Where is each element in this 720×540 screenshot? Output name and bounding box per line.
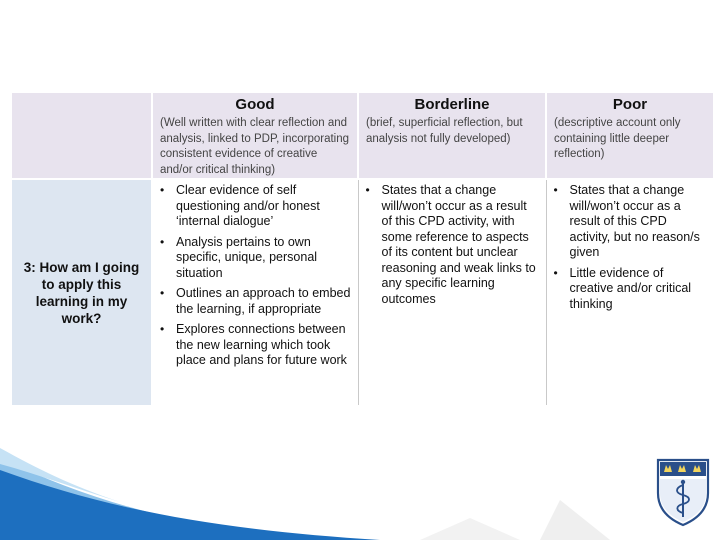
list-item: • Analysis pertains to own specific, unique, personal situation xyxy=(160,234,318,280)
header-borderline xyxy=(358,93,546,179)
bullet-icon: • xyxy=(553,265,558,280)
criteria-list-good xyxy=(153,183,358,369)
question-text: 3: How am I going to apply this learning in my work? xyxy=(23,259,140,326)
bullet-icon: • xyxy=(365,183,370,197)
column-title-borderline: Borderline xyxy=(414,96,490,113)
blue-wave-band xyxy=(0,430,720,540)
column-description-poor: (descriptive account only containing little deeper reflection) xyxy=(554,117,681,160)
crest-icon xyxy=(655,457,711,527)
criteria-list-borderline xyxy=(359,183,546,307)
header-poor xyxy=(546,93,713,179)
criteria-row xyxy=(12,179,713,405)
list-item: • Outlines an approach to embed the learning, if appropriate xyxy=(160,286,351,316)
list-item: • Explores connections between the new learning which took place and plans for future work xyxy=(160,322,347,367)
bullet-icon: • xyxy=(160,322,165,336)
bullet-icon: • xyxy=(160,234,165,249)
criteria-cell-poor xyxy=(546,179,713,405)
list-item: • Little evidence of creative and/or critical thinking xyxy=(553,265,692,311)
rubric-table xyxy=(12,93,713,405)
question-cell xyxy=(12,179,152,405)
list-item: • Clear evidence of self questioning and/or honest ‘internal dialogue’ xyxy=(160,183,320,228)
criteria-cell-borderline xyxy=(358,179,546,405)
header-empty-cell xyxy=(12,93,152,179)
header-good xyxy=(152,93,358,179)
column-description-good: (Well written with clear reflection and analysis, linked to PDP, incorporating consistent evidence of creative and/or critical thinking) xyxy=(160,117,350,176)
list-item: • States that a change will/won’t occur as a result of this CPD activity, with some reference to aspects of its content but unclear reasoning and weak links to any specific learning outcomes xyxy=(365,183,536,306)
column-description-borderline: (brief, superficial reflection, but analysis not fully developed) xyxy=(366,117,523,145)
bullet-icon: • xyxy=(160,286,165,300)
bullet-icon: • xyxy=(160,183,165,197)
header-row xyxy=(12,93,713,179)
bullet-icon: • xyxy=(553,183,558,197)
criteria-list-poor xyxy=(547,183,714,312)
column-title-good: Good xyxy=(235,96,275,113)
column-title-poor: Poor xyxy=(612,96,648,113)
list-item: • States that a change will/won’t occur as a result of this CPD activity, but no reason/s given xyxy=(553,183,700,259)
criteria-cell-good xyxy=(152,179,358,405)
